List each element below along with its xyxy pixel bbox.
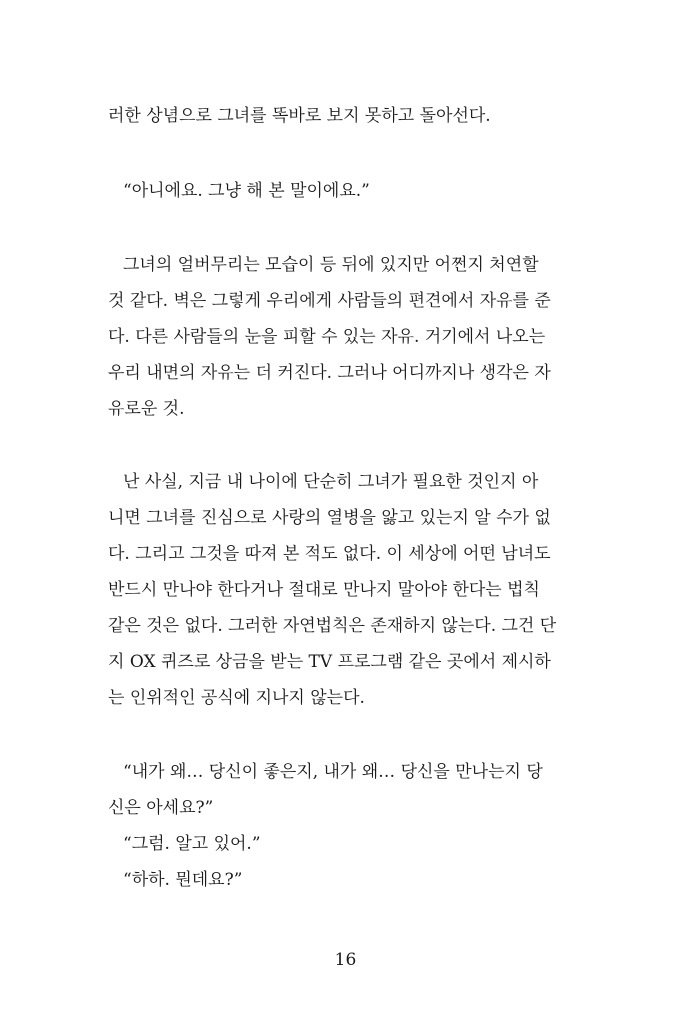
text-line xyxy=(0,683,691,713)
text-line-content: 같은 것은 없다. 그러한 자연법칙은 존재하지 않는다. 그건 단 xyxy=(108,616,557,636)
text-line-content: 것 같다. 벽은 그렇게 우리에게 사람들의 편견에서 자유를 준 xyxy=(108,291,551,311)
text-line-content: 우리 내면의 자유는 더 커진다. 그러나 어디까지나 생각은 자 xyxy=(108,363,551,383)
text-line xyxy=(0,467,691,497)
text-line-content: 지 OX 퀴즈로 상금을 받는 TV 프로그램 같은 곳에서 제시하 xyxy=(108,652,551,672)
text-line xyxy=(0,394,691,424)
text-line xyxy=(0,101,691,131)
text-line-content: 는 인위적인 공식에 지나지 않는다. xyxy=(108,688,365,708)
text-line xyxy=(0,503,691,533)
text-line xyxy=(0,611,691,641)
text-line xyxy=(0,176,691,206)
text-line-content: 신은 아세요?” xyxy=(108,798,214,818)
text-line xyxy=(0,829,691,859)
text-line xyxy=(0,757,691,787)
text-line-content: “내가 왜… 당신이 좋은지, 내가 왜… 당신을 만나는지 당 xyxy=(123,762,543,782)
text-line xyxy=(0,286,691,316)
text-line xyxy=(0,575,691,605)
text-line-content: “하하. 뭔데요?” xyxy=(123,870,243,890)
page-number: 16 xyxy=(334,950,357,970)
text-line xyxy=(0,358,691,388)
text-line-content: 다. 그리고 그것을 따져 본 적도 없다. 이 세상에 어떤 남녀도 xyxy=(108,544,551,564)
text-line xyxy=(0,793,691,823)
text-line-content: “그럼. 알고 있어.” xyxy=(123,834,261,854)
text-line xyxy=(0,539,691,569)
text-line xyxy=(0,865,691,895)
text-line-content: 러한 상념으로 그녀를 똑바로 보지 못하고 돌아선다. xyxy=(108,106,491,126)
text-line-content: 다. 다른 사람들의 눈을 피할 수 있는 자유. 거기에서 나오는 xyxy=(108,327,546,347)
text-line xyxy=(0,250,691,280)
text-line-content: 난 사실, 지금 내 나이에 단순히 그녀가 필요한 것인지 아 xyxy=(123,472,539,492)
text-line-content: 그녀의 얼버무리는 모습이 등 뒤에 있지만 어쩐지 처연할 xyxy=(123,255,539,275)
text-line xyxy=(0,647,691,677)
text-line xyxy=(0,322,691,352)
text-line-content: 유로운 것. xyxy=(108,399,185,419)
text-line-content: “아니에요. 그냥 해 본 말이에요.” xyxy=(123,181,370,201)
text-line-content: 니면 그녀를 진심으로 사랑의 열병을 앓고 있는지 알 수가 없 xyxy=(108,508,551,528)
text-line-content: 반드시 만나야 한다거나 절대로 만나지 말아야 한다는 법칙 xyxy=(108,580,540,600)
